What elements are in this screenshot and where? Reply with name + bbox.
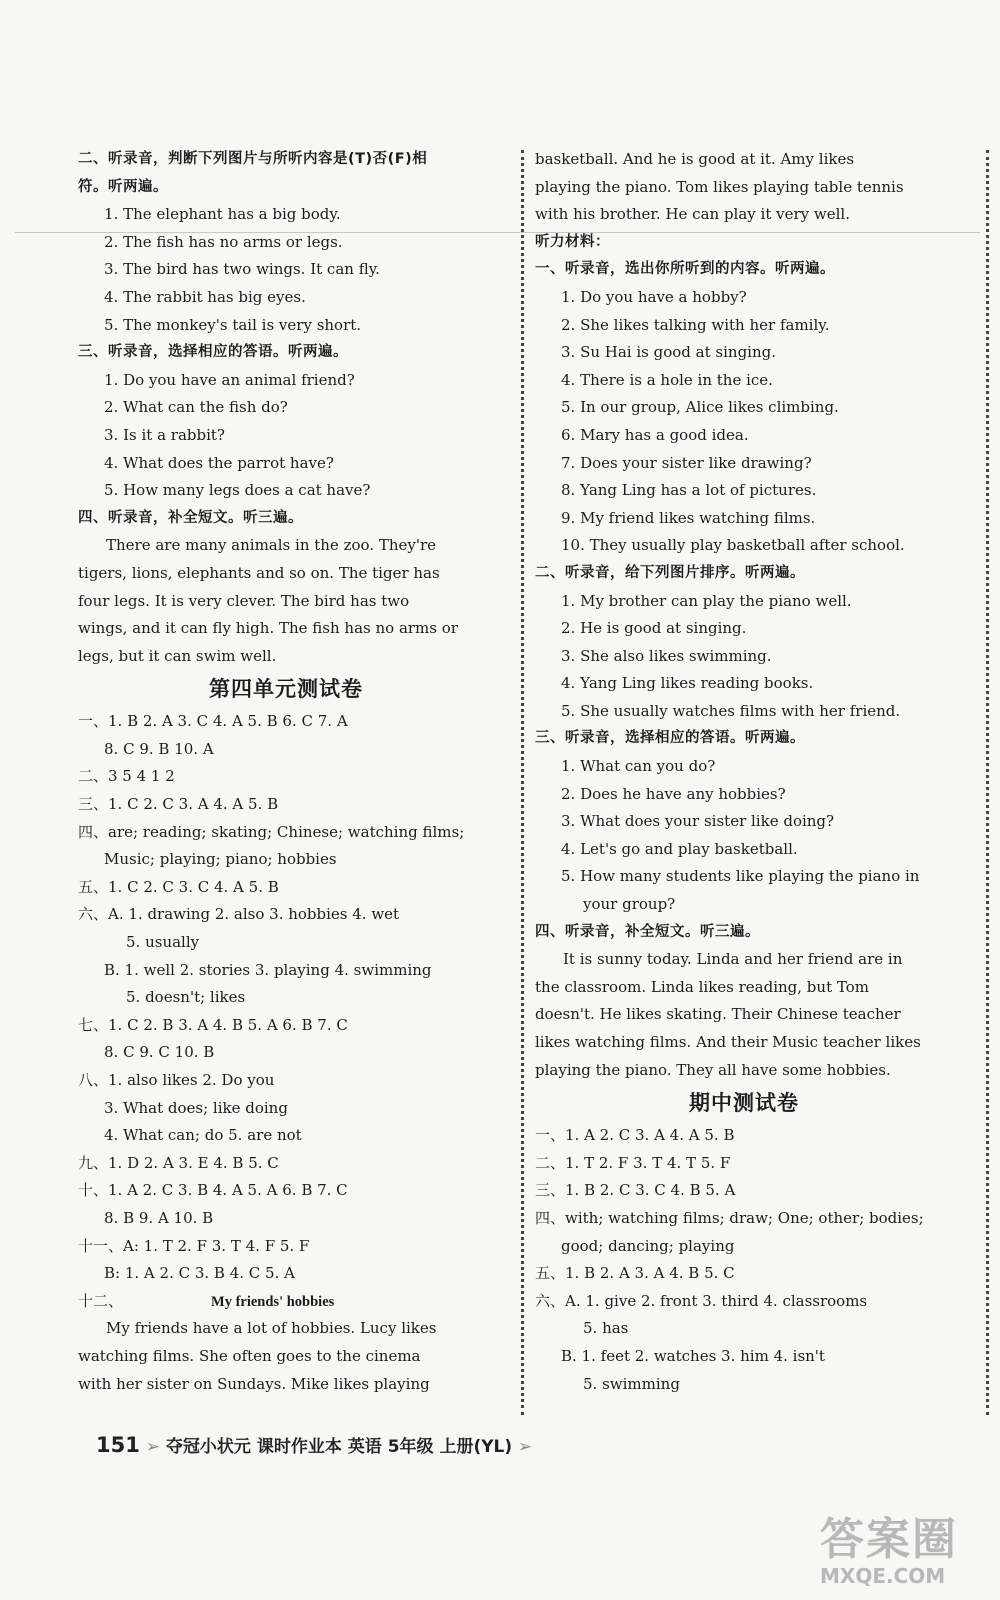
text-line: 5. How many legs does a cat have?: [104, 481, 371, 500]
section-heading: 二、听录音，给下列图片排序。听两遍。: [535, 564, 805, 581]
text-line: with her sister on Sundays. Mike likes playing: [78, 1374, 430, 1393]
text-line: 五、1. B 2. A 3. A 4. B 5. C: [535, 1264, 735, 1283]
text-line: 1. My brother can play the piano well.: [561, 591, 852, 610]
column-divider: [521, 150, 524, 1415]
question-number: 十二、: [78, 1291, 124, 1310]
text-line: 七、1. C 2. B 3. A 4. B 5. A 6. B 7. C: [78, 1015, 348, 1034]
text-line: 3. The bird has two wings. It can fly.: [104, 260, 380, 279]
text-line: 十一、A: 1. T 2. F 3. T 4. F 5. F: [78, 1236, 310, 1255]
text-line: 2. She likes talking with her family.: [561, 315, 830, 334]
text-line: 8. Yang Ling has a lot of pictures.: [561, 481, 817, 500]
section-heading: 听力材料：: [535, 233, 610, 250]
book-title: 夺冠小状元 课时作业本 英语 5年级 上册(YL): [165, 1437, 513, 1457]
text-line: 10. They usually play basketball after school.: [561, 536, 905, 555]
text-line: 2. The fish has no arms or legs.: [104, 232, 343, 251]
text-line: 7. Does your sister like drawing?: [561, 453, 812, 472]
text-line: playing the piano. Tom likes playing table tennis: [535, 177, 904, 196]
text-line: 2. Does he have any hobbies?: [561, 784, 786, 803]
text-line: likes watching films. And their Music teacher likes: [535, 1033, 921, 1051]
text-line: 3. Is it a rabbit?: [104, 425, 225, 444]
text-line: 5. In our group, Alice likes climbing.: [561, 398, 839, 417]
section-heading: 三、听录音，选择相应的答语。听两遍。: [78, 344, 348, 361]
text-line: 四、are; reading; skating; Chinese; watching films;: [78, 822, 465, 841]
text-line: 1. What can you do?: [561, 757, 716, 776]
text-line: watching films. She often goes to the cinema: [78, 1346, 421, 1365]
arrow-icon: ➢: [518, 1437, 533, 1457]
text-line: good; dancing; playing: [561, 1236, 735, 1255]
text-line: 5. She usually watches films with her friend.: [561, 701, 901, 720]
text-line: 8. B 9. A 10. B: [104, 1208, 214, 1227]
text-line: 八、1. also likes 2. Do you: [78, 1071, 275, 1089]
section-heading: 二、听录音，判断下列图片与所听内容是(T)否(F)相: [78, 151, 428, 167]
page-footer: [96, 1432, 532, 1457]
text-line: 3. What does your sister like doing?: [561, 812, 835, 831]
text-line: B: 1. A 2. C 3. B 4. C 5. A: [104, 1264, 295, 1283]
section-title: 期中测试卷: [689, 1091, 799, 1116]
text-line: the classroom. Linda likes reading, but Tom: [535, 977, 869, 996]
left-column: [78, 146, 494, 1398]
text-line: 5. The monkey's tail is very short.: [104, 315, 362, 334]
text-line: 二、3 5 4 1 2: [78, 767, 175, 786]
watermark-text: 答案圈: [820, 1514, 958, 1565]
text-line: basketball. And he is good at it. Amy likes: [535, 150, 855, 168]
text-line: 4. What does the parrot have?: [104, 453, 334, 472]
text-line: legs, but it can swim well.: [78, 646, 277, 665]
text-line: 六、A. 1. drawing 2. also 3. hobbies 4. wet: [78, 905, 400, 924]
text-line: 1. The elephant has a big body.: [104, 205, 341, 224]
text-line: four legs. It is very clever. The bird has two: [78, 591, 410, 610]
text-line: 8. C 9. C 10. B: [104, 1043, 215, 1062]
text-line: 2. What can the fish do?: [104, 398, 288, 417]
text-line: B. 1. feet 2. watches 3. him 4. isn't: [561, 1346, 825, 1365]
text-line: your group?: [583, 895, 676, 914]
section-heading: 三、听录音，选择相应的答语。听两遍。: [535, 730, 805, 747]
text-line: 1. Do you have an animal friend?: [104, 370, 355, 389]
text-line: 三、1. B 2. C 3. C 4. B 5. A: [535, 1181, 736, 1200]
section-heading: 符。听两遍。: [78, 178, 168, 195]
page-edge-divider: [986, 150, 989, 1415]
text-line: 4. There is a hole in the ice.: [561, 370, 773, 389]
text-line: 6. Mary has a good idea.: [561, 425, 749, 444]
text-line: 8. C 9. B 10. A: [104, 739, 214, 758]
text-line: doesn't. He likes skating. Their Chinese teacher: [535, 1005, 901, 1024]
text-line: 十、1. A 2. C 3. B 4. A 5. A 6. B 7. C: [78, 1181, 348, 1200]
text-line: It is sunny today. Linda and her friend are in: [563, 950, 903, 969]
text-line: 4. What can; do 5. are not: [104, 1126, 302, 1145]
text-line: wings, and it can fly high. The fish has no arms or: [78, 619, 458, 638]
text-line: playing the piano. They all have some hobbies.: [535, 1060, 891, 1079]
text-line: Music; playing; piano; hobbies: [104, 850, 337, 869]
text-line: 五、1. C 2. C 3. C 4. A 5. B: [78, 877, 279, 896]
watermark-logo: [820, 1515, 980, 1590]
right-column: [535, 146, 953, 1398]
text-line: 9. My friend likes watching films.: [561, 508, 816, 527]
text-line: 5. swimming: [583, 1374, 680, 1393]
text-line: 5. doesn't; likes: [126, 988, 246, 1007]
essay-title: My friends' hobbies: [211, 1293, 335, 1310]
text-line: 九、1. D 2. A 3. E 4. B 5. C: [78, 1153, 279, 1172]
text-line: 5. has: [583, 1319, 629, 1338]
text-line: 六、A. 1. give 2. front 3. third 4. classrooms: [535, 1291, 868, 1310]
text-line: 3. Su Hai is good at singing.: [561, 343, 776, 362]
text-line: 3. She also likes swimming.: [561, 646, 772, 665]
text-line: with his brother. He can play it very well.: [535, 205, 850, 224]
section-heading: 一、听录音，选出你所听到的内容。听两遍。: [535, 261, 835, 278]
text-line: 二、1. T 2. F 3. T 4. T 5. F: [535, 1153, 731, 1172]
text-line: 一、1. B 2. A 3. C 4. A 5. B 6. C 7. A: [78, 712, 348, 731]
section-title: 第四单元测试卷: [209, 677, 363, 702]
text-line: There are many animals in the zoo. They're: [106, 536, 436, 555]
page-number: 151: [96, 1433, 140, 1457]
text-line: 2. He is good at singing.: [561, 619, 747, 638]
text-line: 一、1. A 2. C 3. A 4. A 5. B: [535, 1126, 735, 1145]
text-line: tigers, lions, elephants and so on. The tiger has: [78, 563, 440, 582]
section-heading: 四、听录音，补全短文。听三遍。: [535, 923, 760, 940]
text-line: 3. What does; like doing: [104, 1098, 288, 1117]
text-line: 1. Do you have a hobby?: [561, 287, 747, 306]
text-line: 四、with; watching films; draw; One; other; bodies;: [535, 1208, 924, 1227]
arrow-icon: ➢: [145, 1437, 161, 1457]
watermark-url: MXQE.COM: [820, 1564, 946, 1588]
text-line: 5. usually: [126, 933, 200, 952]
section-heading: 四、听录音，补全短文。听三遍。: [78, 509, 303, 526]
text-line: 5. How many students like playing the piano in: [561, 867, 920, 886]
text-line: My friends have a lot of hobbies. Lucy likes: [106, 1319, 437, 1338]
text-line: B. 1. well 2. stories 3. playing 4. swimming: [104, 960, 432, 979]
essay-heading-line: [78, 1288, 494, 1316]
text-line: 4. Let's go and play basketball.: [561, 839, 798, 858]
text-line: 4. The rabbit has big eyes.: [104, 287, 306, 306]
text-line: 三、1. C 2. C 3. A 4. A 5. B: [78, 795, 279, 814]
text-line: 4. Yang Ling likes reading books.: [561, 674, 814, 693]
